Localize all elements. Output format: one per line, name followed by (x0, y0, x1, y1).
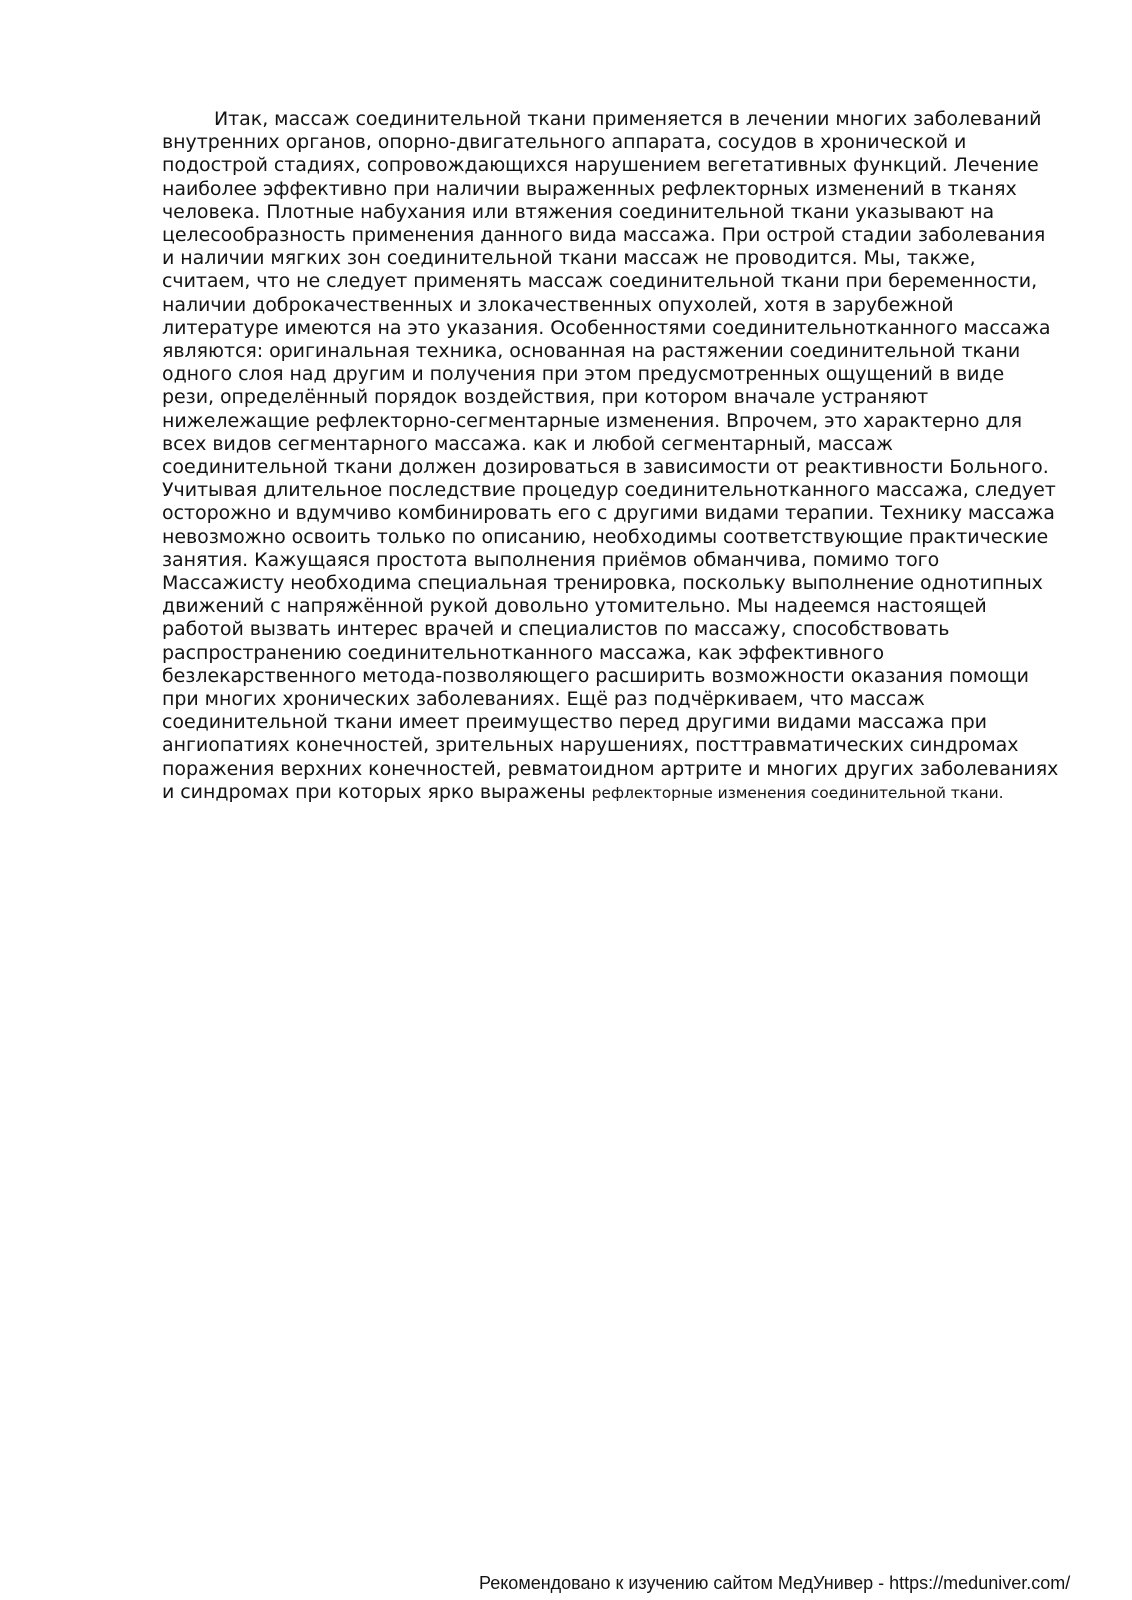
paragraph-main-text: Итак, массаж соединительной ткани применяется в лечении многих заболеваний внутренних органов, опорно-двигательного аппарата, сосудов в хронической и подострой стадиях, сопровождающихся нарушением вегетативных функций. Лечение наиболее эффективно при наличии выраженных рефлекторных изменений в тканях человека. Плотные набухания или втяжения соединительной ткани указывают на целесообразность применения данного вида массажа. При острой стадии заболевания и наличии мягких зон соединительной ткани массаж не проводится. Мы, также, считаем, что не следует применять массаж соединительной ткани при беременности, наличии доброкачественных и злокачественных опухолей, хотя в зарубежной литературе имеются на это указания. Особенностями соединительнотканного массажа являются: оригинальная техника, основанная на растяжении соединительной ткани одного слоя над другим и получения при этом предусмотренных ощущений в виде рези, определённый порядок воздействия, при котором вначале устраняют нижележащие рефлекторно-сегментарные изменения. Впрочем, это характерно для всех видов сегментарного массажа. как и любой сегментарный, массаж соединительной ткани должен дозироваться в зависимости от реактивности Больного. Учитывая длительное последствие процедур соединительнотканного массажа, следует осторожно и вдумчиво комбинировать его с другими видами терапии. Технику массажа невозможно освоить только по описанию, необходимы соответствующие практические занятия. Кажущаяся простота выполнения приёмов обманчива, помимо того Массажисту необходима специальная тренировка, поскольку выполнение однотипных движений с напряжённой рукой довольно утомительно. Мы надеемся настоящей работой вызвать интерес врачей и специалистов по массажу, способствовать распространению соединительнотканного массажа, как эффективного безлекарственного метода-позволяющего расширить возможности оказания помощи при многих хронических заболеваниях. Ещё раз подчёркиваем, что массаж соединительной ткани имеет преимущество перед другими видами массажа при ангиопатиях конечностей, зрительных нарушениях, посттравматических синдромах поражения верхних конечностей, ревматоидном артрите и многих других заболеваниях и синдромах при которых ярко выражены (162, 108, 1059, 803)
body-paragraph (162, 108, 1062, 805)
footer-recommendation: Рекомендовано к изучению сайтом МедУнивер - https://meduniver.com/ (479, 1573, 1071, 1593)
paragraph-tail-text: рефлекторные изменения соединительной ткани. (591, 783, 1004, 802)
